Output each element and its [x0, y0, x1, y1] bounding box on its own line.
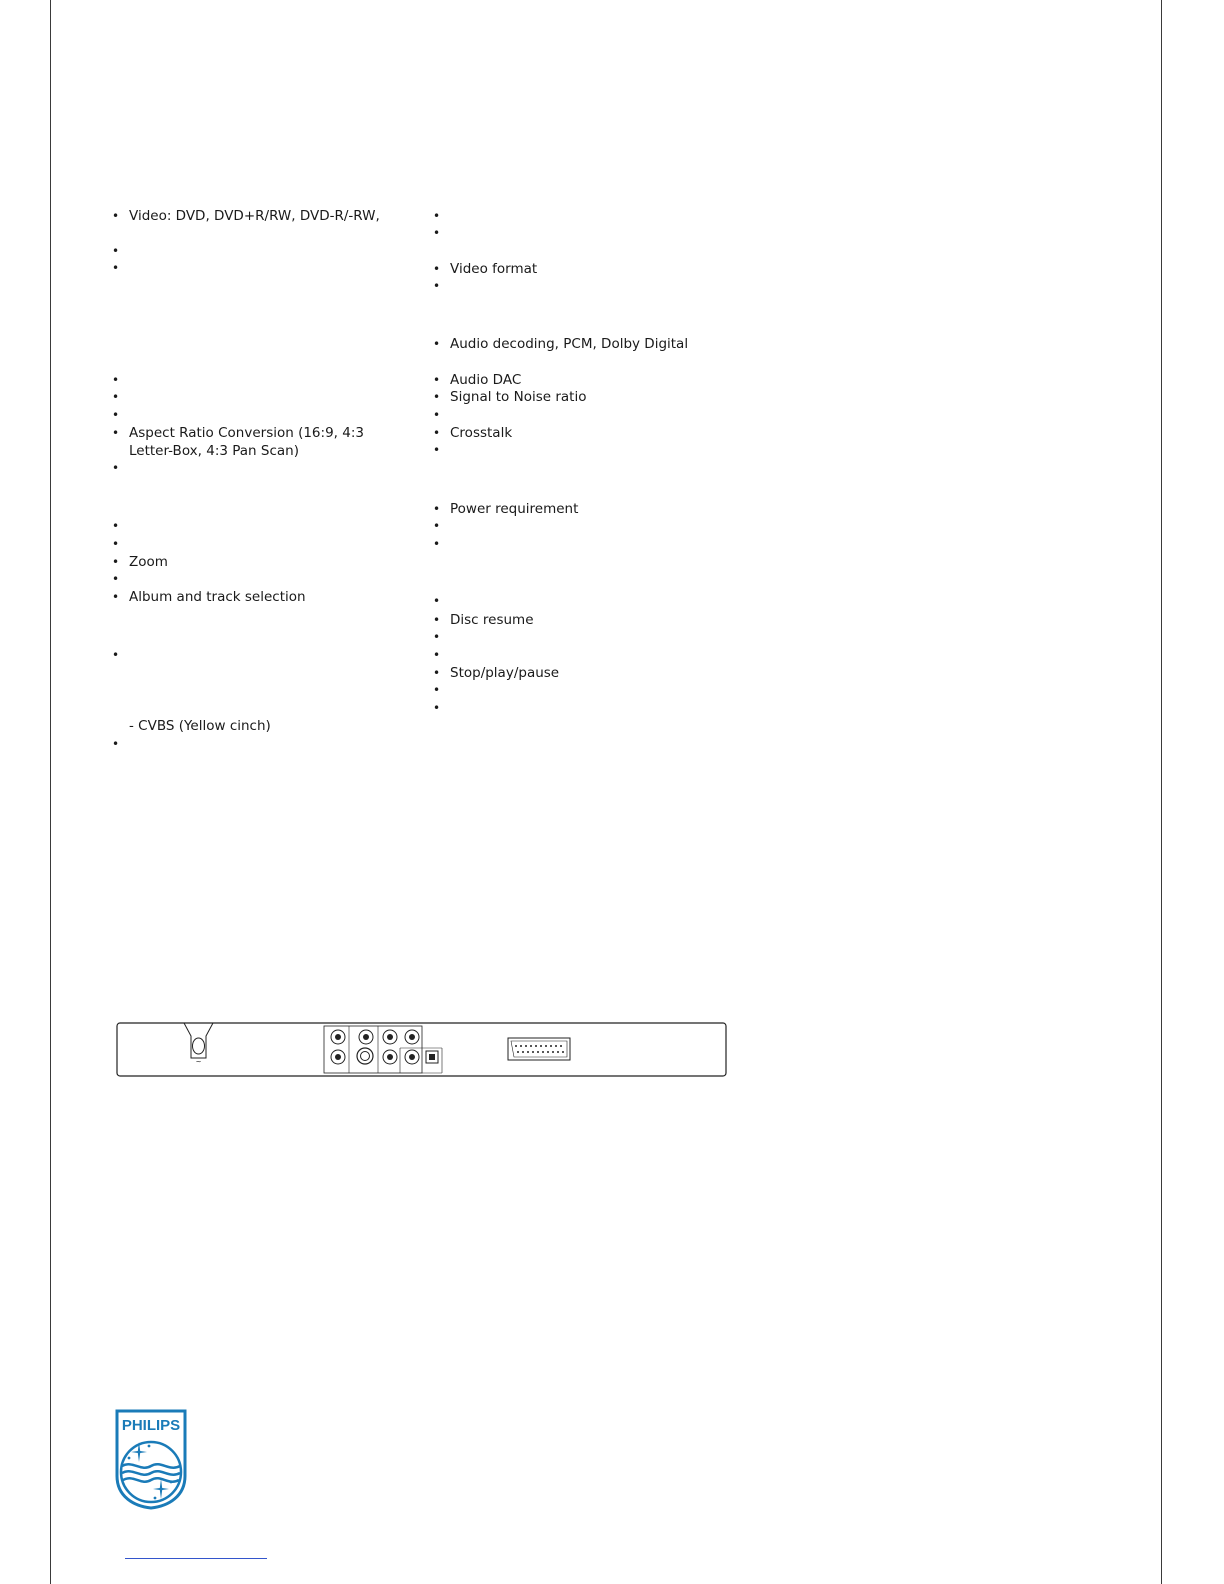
bullet: •	[112, 426, 120, 440]
bullet: •	[433, 648, 441, 662]
logo-wordmark: PHILIPS	[121, 1417, 181, 1434]
bullet: •	[433, 262, 441, 276]
feature-zoom: Zoom	[129, 554, 168, 570]
bullet: •	[433, 426, 441, 440]
feature-stop-play-pause: Stop/play/pause	[450, 665, 560, 681]
bullet: •	[112, 555, 120, 569]
bullet: •	[112, 390, 120, 404]
bullet: •	[112, 461, 120, 475]
bullet: •	[433, 701, 441, 715]
feature-video: Video: DVD, DVD+R/RW, DVD-R/-RW,	[129, 208, 380, 224]
bullet: •	[112, 261, 120, 275]
bullet: •	[112, 590, 120, 604]
bullet: •	[433, 630, 441, 644]
spec-power: Power requirement	[450, 501, 579, 517]
feature-disc-resume: Disc resume	[450, 612, 534, 628]
bullet: •	[112, 537, 120, 551]
bullet: •	[433, 408, 441, 422]
bullet: •	[433, 594, 441, 608]
bullet: •	[112, 373, 120, 387]
bullet: •	[112, 519, 120, 533]
spec-video-format: Video format	[450, 261, 538, 277]
feature-album-track: Album and track selection	[129, 589, 306, 605]
feature-cvbs: - CVBS (Yellow cinch)	[129, 718, 271, 734]
bullet: •	[433, 613, 441, 627]
bullet: •	[433, 390, 441, 404]
footer-link-underline	[125, 1558, 267, 1559]
page-border-left	[50, 0, 51, 1584]
spec-audio-dac: Audio DAC	[450, 372, 522, 388]
spec-snr: Signal to Noise ratio	[450, 389, 587, 405]
bullet: •	[433, 279, 441, 293]
bullet: •	[112, 737, 120, 751]
page-border-right	[1161, 0, 1162, 1584]
feature-aspect-ratio: Aspect Ratio Conversion (16:9, 4:3 Letter-Box, 4:3 Pan Scan)	[129, 425, 364, 459]
bullet: •	[433, 502, 441, 516]
bullet: •	[112, 209, 120, 223]
spec-crosstalk: Crosstalk	[450, 425, 513, 441]
bullet: •	[433, 519, 441, 533]
bullet: •	[433, 337, 441, 351]
philips-logo	[113, 1408, 189, 1510]
bullet: •	[433, 443, 441, 457]
spec-audio-decoding: Audio decoding, PCM, Dolby Digital	[450, 336, 689, 352]
bullet: •	[112, 408, 120, 422]
bullet: •	[112, 244, 120, 258]
bullet: •	[433, 666, 441, 680]
bullet: •	[433, 373, 441, 387]
svg-text:~: ~	[195, 1058, 202, 1066]
bullet: •	[112, 572, 120, 586]
rear-panel-diagram	[116, 1022, 727, 1077]
bullet: •	[112, 648, 120, 662]
bullet: •	[433, 226, 441, 240]
bullet: •	[433, 537, 441, 551]
bullet: •	[433, 683, 441, 697]
bullet: •	[433, 209, 441, 223]
